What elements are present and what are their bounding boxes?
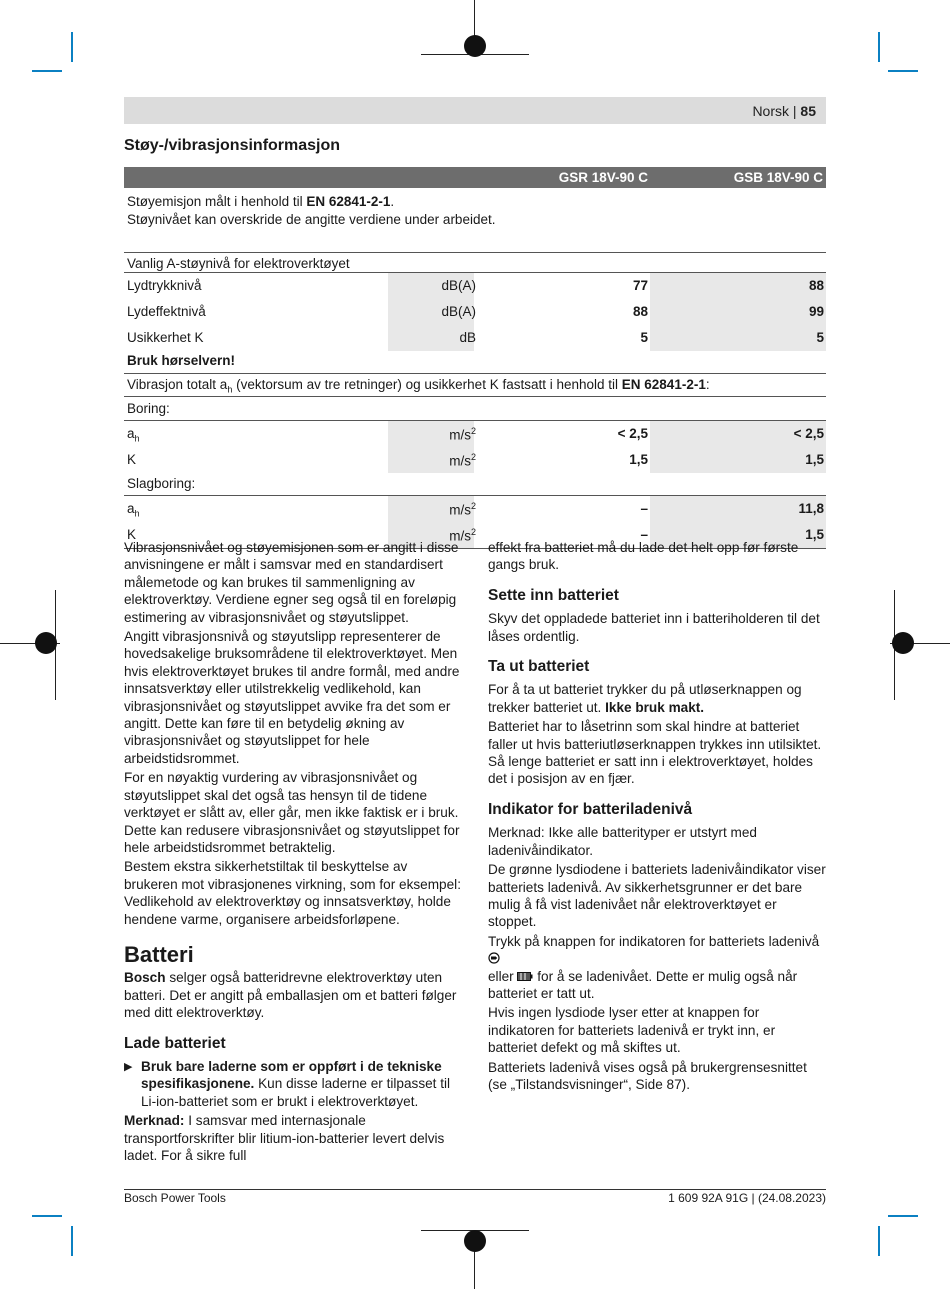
noise-rows [124,273,826,351]
paragraph: Batteriets ladenivå vises også på brukergrensesnittet (se „Tilstandsvisninger“, Side 87). [488,1059,807,1092]
row-label [127,278,202,293]
unit-text: m/s [449,528,471,544]
row-label-text: K [127,527,137,542]
paragraph: effekt fra batteriet må du lade det helt opp før første gangs bruk. [488,540,799,573]
row-label-text: Usikkerhet K [127,330,204,345]
bullet-rest: Kun disse laderne er tilpasset til Li-ion-batteriet som er brukt i elektroverktøyet. [141,1076,451,1109]
vibration-row [124,374,826,396]
standard-ref: EN 62841-2-1 [306,194,391,209]
row-label [127,501,140,519]
vib-suffix: : [705,377,710,392]
row-label [127,452,136,467]
unit-text: dB(A) [441,278,476,293]
value-gsr: – [640,501,648,516]
row-unit [388,330,476,345]
insert-heading: Sette inn batteriet [488,586,619,604]
paragraph: Skyv det oppladede batteriet inn i batteriholderen til det låses ordentlig. [488,611,820,644]
noise-heading: Vanlig A-støynivå for elektroverktøyet [127,256,350,271]
battery-level-icon [517,972,533,981]
bullet-arrow-icon: ▶ [124,1060,133,1073]
unit-sup: 2 [470,452,476,462]
noise-heading-row [124,228,826,274]
value-gsb: < 2,5 [793,426,824,441]
section-title: Støy-/vibrasjonsinformasjon [124,137,341,154]
value-gsr: – [640,527,648,542]
value-gsb: 99 [808,304,824,319]
brand-name: Bosch [124,970,166,986]
row-label-sub: h [134,433,140,444]
table-row [124,325,826,351]
note-text: I samsvar med internasjonale transportforskrifter blir litium-ion-batterier levert delvis ladet. For å sikre full [124,1113,445,1163]
ind-text: Trykk på knappen for indikatoren for batteriets ladenivå [488,933,820,949]
unit-sup: 2 [470,501,476,511]
table-header [124,167,826,188]
unit-text: dB(A) [441,304,476,319]
intro-text: Støyemisjon målt i henhold til [127,194,307,209]
bullet-text [141,1058,464,1110]
intro-line-1 [127,194,394,209]
standard-ref: EN 62841-2-1 [621,377,706,392]
cut-mark [888,1215,918,1217]
paragraph: De grønne lysdiodene i batteriets ladenivåindikator viser batteriets ladenivå. Av sikkerhetsgrunner er det bare mulig å få vist ladenivået når elektroverktøyet er stoppet. [488,862,826,930]
header-text [752,103,816,119]
registration-mark-icon [464,35,486,57]
footer-rule [124,1189,826,1190]
vib-text: Vibrasjon totalt a [127,377,228,392]
intro-line-2: Støynivået kan overskride de angitte verdiene under arbeidet. [127,212,496,227]
cut-mark [71,32,73,62]
row-unit [388,304,476,319]
bullet-bold: Bruk bare laderne som er oppført i de tekniske spesifikasjonene. [141,1058,442,1092]
row-label [127,426,140,444]
remove-bold: Ikke bruk makt. [605,699,705,715]
row-label-text: Lydeffektnivå [127,304,206,319]
value-gsb: 88 [808,278,824,293]
row-label [127,330,204,345]
cut-mark [878,32,880,62]
paragraph [488,933,828,1003]
hearing-warning: Bruk hørselvern! [127,353,236,368]
indicator-heading: Indikator for batteriladenivå [488,800,693,818]
value-gsr: 5 [640,330,648,345]
paragraph [124,1112,464,1164]
intro-suffix: . [390,194,395,209]
footer-doc-id: 1 609 92A 91G | (24.08.2023) [668,1191,826,1205]
drilling-rows [124,421,826,473]
value-gsr: < 2,5 [617,426,648,441]
ind-text: eller [488,968,518,984]
paragraph: Vibrasjonsnivået og støyemisjonen som er angitt i disse anvisningene er målt i samsvar med en standardisert målemetode og kan brukes til sammenligning av elektroverktøy. Verdiene egner seg også til en foreløpig estimering av vibrasjonsnivået og støyutslippet. [124,540,459,625]
cut-mark [32,1215,62,1217]
paragraph: Merknad: Ikke alle batterityper er utstyrt med ladenivåindikator. [488,825,757,858]
table-intro [124,188,826,228]
battery-heading: Batteri [124,941,194,967]
row-label-text: a [127,501,135,516]
header-separator: | [792,103,797,119]
right-column [488,539,828,1095]
unit-text: m/s [449,427,471,443]
row-label [127,304,206,319]
left-column [124,539,464,1166]
column-header-gsr: GSR 18V-90 C [558,170,648,185]
registration-mark-icon [892,632,914,654]
spec-table [124,167,826,549]
paragraph: Batteriet har to låsetrinn som skal hindre at batteriet faller ut hvis batteriutløserknappen trykkes inn utilsiktet. Så lenge batteriet er satt inn i elektroverktøyet, holdes det i posisjon av en fjær. [488,719,822,787]
vib-sub: h [227,384,233,395]
unit-text: m/s [449,502,471,518]
column-header-gsb: GSB 18V-90 C [733,170,823,185]
value-gsr: 77 [632,278,648,293]
drilling-label: Boring: [127,401,170,416]
registration-mark-icon [464,1230,486,1252]
battery-charge-button-icon [488,952,500,964]
row-unit [388,501,476,518]
row-label-text: Lydtrykknivå [127,278,202,293]
hearing-row [124,351,826,373]
paragraph: Hvis ingen lysdiode lyser etter at knappen for indikatoren for batteriets ladenivå er trykt inn, er batteriet defekt og må skiftes ut. [488,1005,776,1056]
cut-mark [32,70,62,72]
table-row [124,496,826,522]
registration-mark-icon [35,632,57,654]
paragraph: Bestem ekstra sikkerhetstiltak til beskyttelse av brukeren mot vibrasjonenes virkning, som for eksempel: Vedlikehold av elektroverktøy og innsatsverktøy, holde hendene varme, organisere arbeidsforløpene. [124,859,461,927]
unit-sup: 2 [470,426,476,436]
value-gsb: 5 [816,330,824,345]
charge-heading: Lade batteriet [124,1034,226,1052]
bullet-item [124,1058,464,1112]
row-label-text: a [127,426,135,441]
value-gsb: 1,5 [805,527,824,542]
note-label: Merknad: [124,1113,185,1129]
table-row [124,273,826,299]
footer-brand: Bosch Power Tools [124,1191,226,1205]
paragraph: Angitt vibrasjonsnivå og støyutslipp representerer de hovedsakelige bruksområdene til elektroverktøyet. Men hvis elektroverktøyet brukes til andre formål, med andre innsatsverktøy eller utilstrekkelig vedlikehold, kan vibrasjonsnivået og støyutslippet avvike fra det som er angitt. Dette kan føre til en betydelig økning av vibrasjonsnivået og støyutslippet for hele arbeidstidsrommet. [124,629,460,766]
value-gsr: 88 [632,304,648,319]
remove-heading: Ta ut batteriet [488,658,590,676]
row-unit [388,426,476,443]
impact-label: Slagboring: [127,476,196,491]
row-unit [388,278,476,293]
row-label-sub: h [134,508,140,519]
cut-mark [878,1226,880,1256]
unit-sup: 2 [470,527,476,537]
paragraph: For en nøyaktig vurdering av vibrasjonsnivået og støyutslippet skal det også tas hensyn til de tidene verktøyet er slått av, eller går, men ikke faktisk er i bruk. Dette kan redusere vibrasjonsnivået og støyutslippet for hele arbeidstidsrommet betraktelig. [124,770,460,855]
ind-text: for å se ladenivået. Dette er mulig også når batteriet er tatt ut. [488,968,798,1001]
value-gsb: 1,5 [805,452,824,467]
row-label-text: K [127,452,137,467]
unit-text: dB [459,330,476,345]
page-header [124,97,826,124]
cut-mark [71,1226,73,1256]
vibration-text [127,377,710,395]
page-number: 85 [800,103,816,119]
table-row [124,447,826,473]
cut-mark [888,70,918,72]
table-row [124,299,826,325]
impact-heading-row [124,473,826,495]
table-row [124,421,826,447]
paragraph [488,681,828,716]
remove-text: For å ta ut batteriet trykker du på utløserknappen og trekker batteriet ut. [488,682,802,715]
vib-text: (vektorsum av tre retninger) og usikkerhet K fastsatt i henhold til [232,377,622,392]
drilling-heading-row [124,397,826,420]
unit-text: m/s [449,453,471,469]
value-gsr: 1,5 [629,452,648,467]
header-language: Norsk [752,103,789,119]
table-rule [124,252,826,253]
paragraph [124,969,464,1021]
row-unit [388,452,476,469]
value-gsb: 11,8 [798,501,824,516]
battery-text: selger også batteridrevne elektroverktøy uten batteri. Det er angitt på emballasjen om et batteri følger med ditt elektroverktøy. [124,970,457,1021]
